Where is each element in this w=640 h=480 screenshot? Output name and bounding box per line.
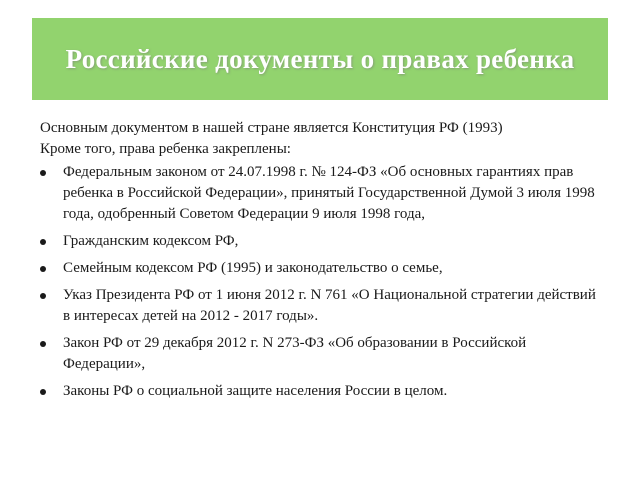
bullet-icon bbox=[40, 170, 46, 176]
list-item-text: Законы РФ о социальной защите населения России в целом. bbox=[63, 383, 448, 399]
list-item bbox=[40, 381, 600, 402]
list-item bbox=[40, 333, 600, 375]
list-item-text: Закон РФ от 29 декабря 2012 г. N 273-ФЗ «Об образовании в Российской Федерации», bbox=[63, 335, 527, 372]
list-item bbox=[40, 285, 600, 327]
document-list bbox=[40, 162, 600, 402]
slide-title: Российские документы о правах ребенка bbox=[65, 44, 575, 74]
list-item-text: Гражданским кодексом РФ, bbox=[63, 233, 239, 249]
list-item-text: Указ Президента РФ от 1 июня 2012 г. N 761 «О Национальной стратегии действий в интересах детей на 2012 - 2017 годы». bbox=[63, 287, 596, 324]
list-item bbox=[40, 258, 600, 279]
bullet-icon bbox=[40, 293, 46, 299]
list-item bbox=[40, 231, 600, 252]
bullet-icon bbox=[40, 239, 46, 245]
bullet-icon bbox=[40, 389, 46, 395]
slide-body bbox=[40, 118, 600, 402]
bullet-icon bbox=[40, 341, 46, 347]
intro-text-constitution: Основным документом в нашей стране является Конституция РФ (1993) bbox=[40, 120, 503, 136]
list-item-text: Федеральным законом от 24.07.1998 г. № 124-ФЗ «Об основных гарантиях прав ребенка в Российской Федерации», принятый Государственной Думой 3 июля 1998 года, одобренный Советом Федерации 9 июля 1998 года, bbox=[63, 164, 595, 222]
title-banner bbox=[32, 18, 608, 100]
bullet-icon bbox=[40, 266, 46, 272]
intro-text-rights: Кроме того, права ребенка закреплены: bbox=[40, 141, 291, 157]
list-item bbox=[40, 162, 600, 225]
list-item-text: Семейным кодексом РФ (1995) и законодательство о семье, bbox=[63, 260, 443, 276]
